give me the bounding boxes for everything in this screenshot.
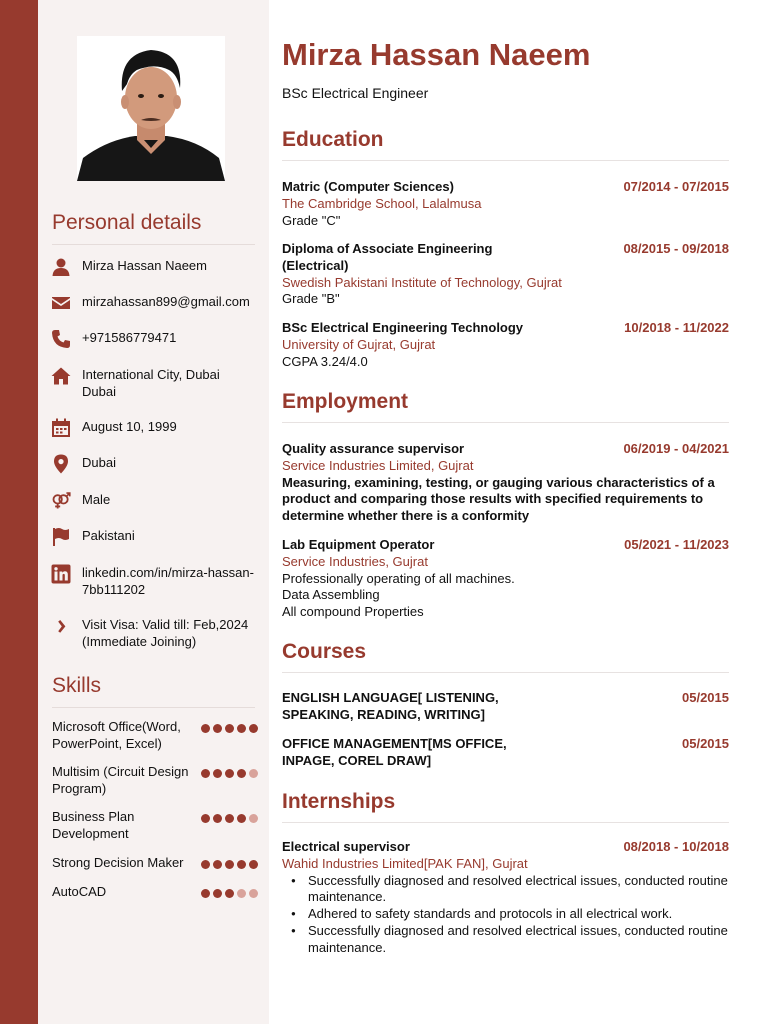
personal-details-divider (52, 244, 255, 245)
candidate-name: Mirza Hassan Naeem (282, 37, 591, 72)
detail-gender (50, 490, 260, 512)
rating-dot-filled (237, 814, 246, 823)
home-icon (50, 365, 72, 387)
entry-date: 05/2021 - 11/2023 (624, 537, 729, 552)
detail-city-text: Dubai (82, 455, 116, 470)
personal-details-heading: Personal details (52, 211, 202, 234)
entry-title: Diploma of Associate Engineering (Electrical) (282, 241, 493, 273)
entry-title: ENGLISH LANGUAGE[ LISTENING, SPEAKING, READING, WRITING] (282, 690, 499, 722)
left-accent-bar (0, 0, 38, 1024)
detail-visa-text: Visit Visa: Valid till: Feb,2024 (Immediate Joining) (82, 617, 249, 649)
linkedin-icon (50, 563, 72, 585)
detail-phone-text[interactable]: +971586779471 (82, 330, 177, 345)
skill-row (52, 809, 258, 842)
entry-description: CGPA 3.24/4.0 (282, 353, 368, 369)
flag-icon (50, 526, 72, 548)
rating-dot-filled (213, 724, 222, 733)
chevron-right-icon (50, 615, 72, 637)
rating-dot-filled (213, 814, 222, 823)
skills-heading: Skills (52, 674, 102, 697)
detail-name (50, 256, 260, 278)
rating-dot-filled (237, 860, 246, 869)
skill-rating (201, 719, 258, 752)
entry-title: OFFICE MANAGEMENT[MS OFFICE, INPAGE, COREL DRAW] (282, 736, 507, 768)
entry-title: Lab Equipment Operator (282, 537, 435, 552)
employment-heading: Employment (282, 390, 409, 413)
profile-photo (77, 36, 225, 181)
skill-row (52, 855, 258, 872)
entry-date: 10/2018 - 11/2022 (624, 320, 729, 335)
detail-address-text: International City, Dubai Dubai (82, 367, 220, 399)
gender-icon (50, 490, 72, 512)
location-pin-icon (50, 453, 72, 475)
skill-name: Business Plan Development (52, 809, 135, 841)
entry-bullet-list (288, 873, 729, 957)
entry-title: Electrical supervisor (282, 839, 410, 854)
rating-dot-filled (213, 860, 222, 869)
skill-name: Multisim (Circuit Design Program) (52, 764, 189, 796)
skill-name: Microsoft Office(Word, PowerPoint, Excel) (52, 719, 181, 751)
internships-divider (282, 822, 729, 823)
rating-dot-filled (249, 860, 258, 869)
rating-dot-filled (237, 724, 246, 733)
detail-address (50, 365, 260, 400)
skill-row (52, 884, 258, 901)
rating-dot-empty (249, 889, 258, 898)
courses-divider (282, 672, 729, 673)
internships-heading: Internships (282, 790, 396, 813)
entry-organization: Swedish Pakistani Institute of Technology, Gujrat (282, 274, 562, 290)
education-entry (282, 241, 729, 308)
rating-dot-filled (237, 769, 246, 778)
detail-name-text: Mirza Hassan Naeem (82, 258, 207, 273)
entry-description: Professionally operating of all machines. Data Assembling All compound Properties (282, 570, 515, 620)
rating-dot-filled (213, 889, 222, 898)
detail-city (50, 453, 260, 475)
rating-dot-filled (249, 724, 258, 733)
skills-divider (52, 707, 255, 708)
courses-heading: Courses (282, 640, 367, 663)
skill-rating (201, 764, 258, 797)
bullet-item: ● Successfully diagnosed and resolved electrical issues, conducted routine maintenance. (288, 873, 729, 907)
phone-icon (50, 328, 72, 350)
rating-dot-filled (225, 860, 234, 869)
rating-dot-filled (201, 769, 210, 778)
entry-description: Measuring, examining, testing, or gauging various characteristics of a product and comparing those results with specified requirements to determine whether there is a conformity (282, 474, 715, 524)
detail-nationality (50, 526, 260, 548)
entry-date: 05/2015 (682, 690, 729, 705)
rating-dot-empty (249, 769, 258, 778)
detail-birthdate-text: August 10, 1999 (82, 419, 177, 434)
rating-dot-filled (225, 724, 234, 733)
employment-divider (282, 422, 729, 423)
rating-dot-empty (249, 814, 258, 823)
employment-entry (282, 537, 729, 621)
skill-name: Strong Decision Maker (52, 855, 184, 870)
entry-organization: Service Industries Limited, Gujrat (282, 457, 474, 473)
sidebar (38, 0, 269, 1024)
entry-date: 05/2015 (682, 736, 729, 751)
detail-linkedin (50, 563, 260, 598)
entry-date: 06/2019 - 04/2021 (623, 441, 729, 456)
detail-email-text[interactable]: mirzahassan899@gmail.com (82, 294, 250, 309)
course-entry (282, 690, 729, 724)
bullet-item: ● Successfully diagnosed and resolved electrical issues, conducted routine maintenance. (288, 923, 729, 957)
skill-name: AutoCAD (52, 884, 107, 899)
detail-visa (50, 615, 260, 650)
education-divider (282, 160, 729, 161)
rating-dot-empty (237, 889, 246, 898)
detail-phone (50, 328, 260, 350)
entry-description: Grade "C" (282, 212, 341, 228)
education-entry (282, 179, 729, 229)
entry-organization: Wahid Industries Limited[PAK FAN], Gujrat (282, 855, 528, 871)
employment-entry (282, 441, 729, 525)
entry-date: 07/2014 - 07/2015 (623, 179, 729, 194)
detail-gender-text: Male (82, 492, 111, 507)
entry-date: 08/2018 - 10/2018 (623, 839, 729, 854)
detail-nationality-text: Pakistani (82, 528, 135, 543)
internship-entry (282, 839, 729, 957)
detail-linkedin-text[interactable]: linkedin.com/in/mirza-hassan- 7bb111202 (82, 565, 254, 597)
rating-dot-filled (213, 769, 222, 778)
rating-dot-filled (225, 889, 234, 898)
skill-rating (201, 855, 258, 872)
education-entry (282, 320, 729, 370)
course-entry (282, 736, 729, 770)
skill-row (52, 764, 258, 797)
entry-organization: Service Industries, Gujrat (282, 553, 428, 569)
rating-dot-filled (225, 769, 234, 778)
rating-dot-filled (225, 814, 234, 823)
rating-dot-filled (201, 889, 210, 898)
rating-dot-filled (201, 814, 210, 823)
entry-date: 08/2015 - 09/2018 (623, 241, 729, 256)
calendar-icon (50, 417, 72, 439)
bullet-item: ● Adhered to safety standards and protocols in all electrical work. (288, 906, 729, 923)
skill-rating (201, 809, 258, 842)
education-heading: Education (282, 128, 384, 151)
detail-birthdate (50, 417, 260, 439)
rating-dot-filled (201, 860, 210, 869)
rating-dot-filled (201, 724, 210, 733)
entry-organization: The Cambridge School, Lalalmusa (282, 195, 482, 211)
person-icon (50, 256, 72, 278)
skill-row (52, 719, 258, 752)
entry-title: BSc Electrical Engineering Technology (282, 320, 524, 335)
main-content (282, 0, 730, 1024)
skill-rating (201, 884, 258, 901)
entry-title: Quality assurance supervisor (282, 441, 465, 456)
entry-organization: University of Gujrat, Gujrat (282, 336, 436, 352)
entry-description: Grade "B" (282, 291, 340, 307)
entry-title: Matric (Computer Sciences) (282, 179, 454, 194)
detail-email (50, 292, 260, 314)
email-icon (50, 292, 72, 314)
candidate-role: BSc Electrical Engineer (282, 85, 429, 101)
